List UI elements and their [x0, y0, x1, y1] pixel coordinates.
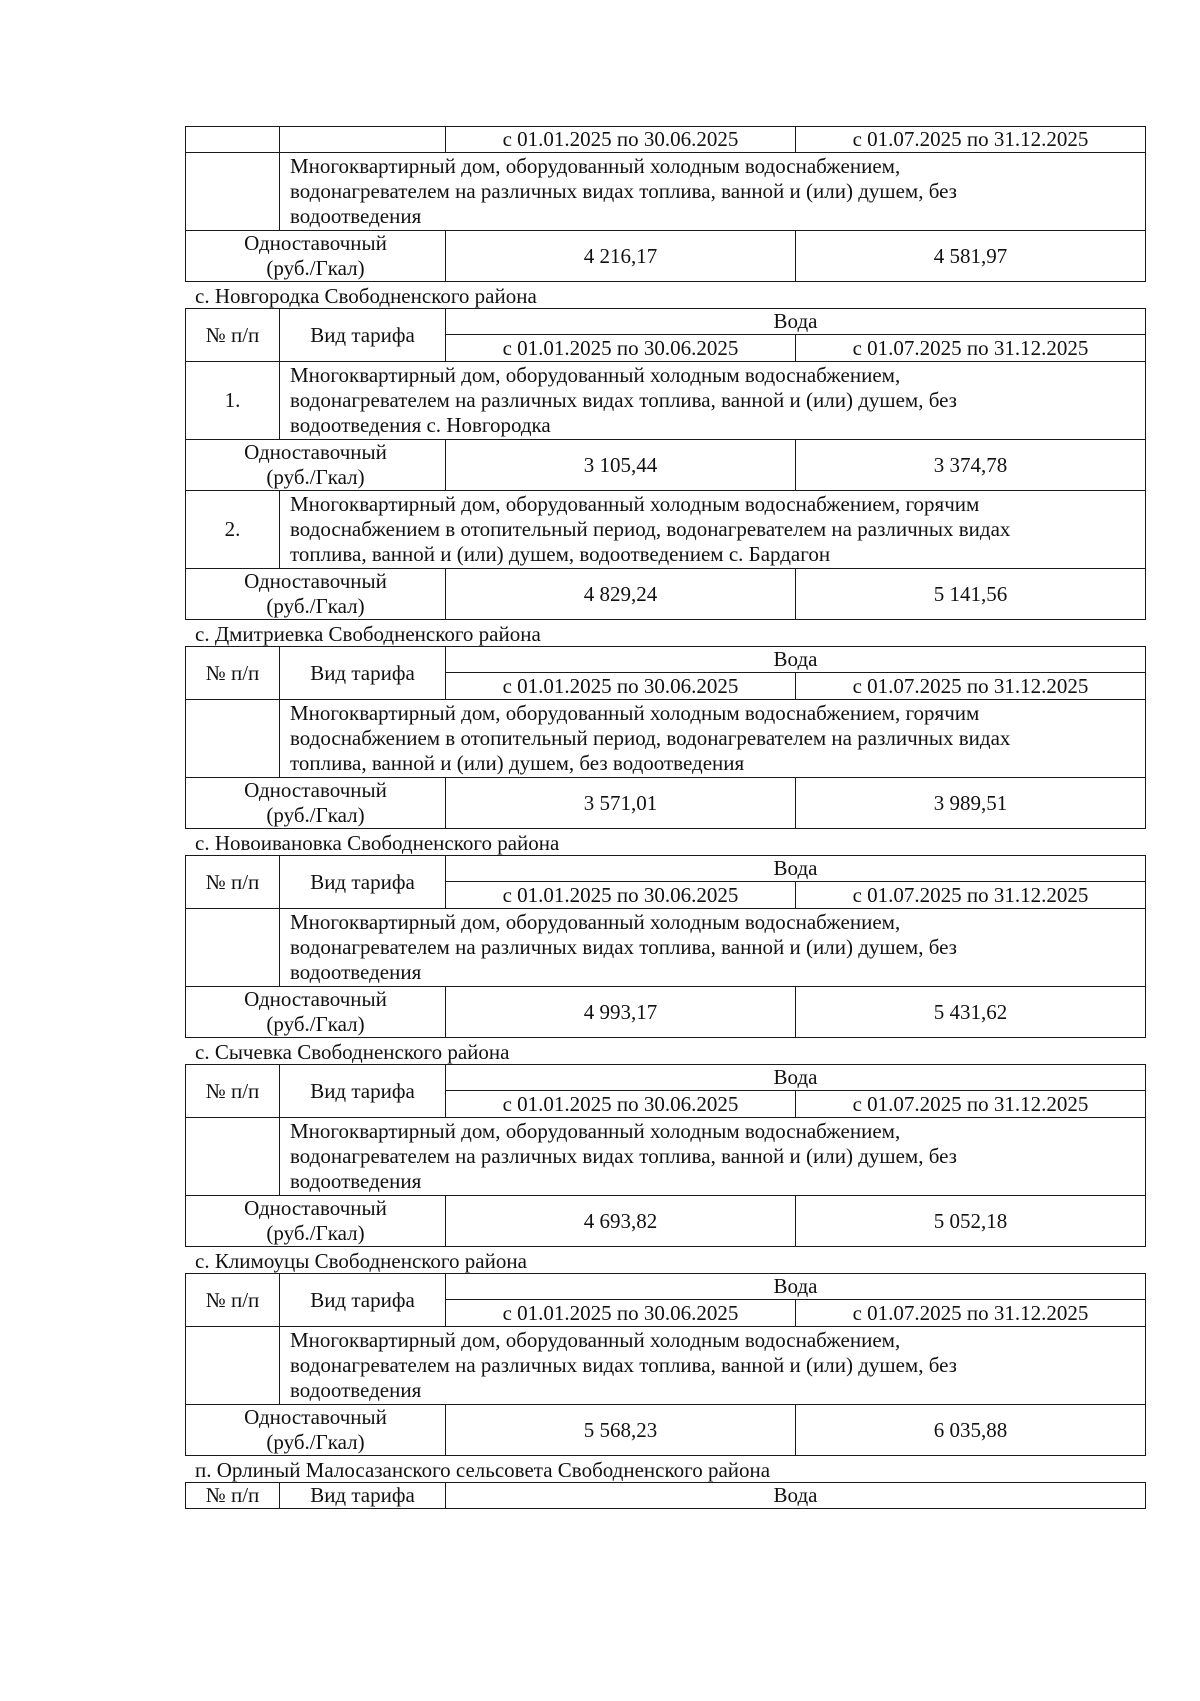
- description-line: Многоквартирный дом, оборудованный холодным водоснабжением,: [290, 363, 901, 387]
- location-heading: с. Климоуцы Свободненского района: [195, 1249, 527, 1273]
- location-heading: с. Новгородка Свободненского района: [195, 284, 537, 308]
- number-column-header: № п/п: [186, 1274, 280, 1327]
- description-line: водоотведения с. Новгородка: [290, 413, 551, 437]
- period-2-header: с 01.07.2025 по 31.12.2025: [796, 1300, 1146, 1327]
- rate-type-cell: [186, 1196, 446, 1247]
- rate-type-cell: [186, 440, 446, 491]
- row-number: [186, 1327, 280, 1405]
- location-heading: с. Дмитриевка Свободненского района: [195, 622, 541, 646]
- empty-cell: [186, 127, 280, 153]
- number-column-header: № п/п: [186, 1065, 280, 1118]
- rate-value-period-1: 5 568,23: [446, 1405, 796, 1456]
- rate-value-period-2: 5 431,62: [796, 987, 1146, 1038]
- description-line: водонагревателем на различных видах топлива, ванной и (или) душем, без: [290, 179, 957, 203]
- row-number: [186, 909, 280, 987]
- description-line: водоотведения: [290, 960, 422, 984]
- description-line: водоотведения: [290, 1169, 422, 1193]
- description-line: водоснабжением в отопительный период, водонагревателем на различных видах: [290, 517, 1011, 541]
- water-header: Вода: [446, 1274, 1146, 1300]
- rate-value-period-2: 3 989,51: [796, 778, 1146, 829]
- location-heading: с. Новоивановка Свободненского района: [195, 831, 560, 855]
- rate-value-period-1: 4 829,24: [446, 569, 796, 620]
- rate-type-cell: [186, 231, 446, 282]
- water-header: Вода: [446, 1065, 1146, 1091]
- tariff-kind-column-header: Вид тарифа: [280, 1274, 446, 1327]
- number-column-header: № п/п: [186, 647, 280, 700]
- rate-type-cell: [186, 569, 446, 620]
- row-number: [186, 1118, 280, 1196]
- row-number: [186, 700, 280, 778]
- location-heading: с. Сычевка Свободненского района: [195, 1040, 510, 1064]
- period-2-header: с 01.07.2025 по 31.12.2025: [796, 127, 1146, 153]
- rate-value-period-1: 4 693,82: [446, 1196, 796, 1247]
- period-2-header: с 01.07.2025 по 31.12.2025: [796, 335, 1146, 362]
- row-number-cell: [186, 153, 280, 231]
- period-1-header: с 01.01.2025 по 30.06.2025: [446, 1300, 796, 1327]
- period-1-header: с 01.01.2025 по 30.06.2025: [446, 335, 796, 362]
- row-number: 1.: [186, 362, 280, 440]
- location-heading: п. Орлиный Малосазанского сельсовета Свободненского района: [195, 1458, 771, 1482]
- rate-value-period-2: 5 141,56: [796, 569, 1146, 620]
- water-header: Вода: [446, 309, 1146, 335]
- rate-type-label: Одноставочный: [244, 569, 387, 593]
- description-line: Многоквартирный дом, оборудованный холодным водоснабжением,: [290, 910, 901, 934]
- tariff-table: [185, 855, 1146, 1038]
- rate-unit-label: (руб./Гкал): [266, 256, 365, 280]
- description-line: водонагревателем на различных видах топлива, ванной и (или) душем, без: [290, 388, 957, 412]
- tariff-table: [185, 1064, 1146, 1247]
- period-1-header: с 01.01.2025 по 30.06.2025: [446, 882, 796, 909]
- rate-unit-label: (руб./Гкал): [266, 1012, 365, 1036]
- description-line: водоотведения: [290, 1378, 422, 1402]
- rate-type-label: Одноставочный: [244, 440, 387, 464]
- period-2-header: с 01.07.2025 по 31.12.2025: [796, 882, 1146, 909]
- tariff-kind-column-header: Вид тарифа: [280, 856, 446, 909]
- row-description: [280, 491, 1146, 569]
- period-1-header: с 01.01.2025 по 30.06.2025: [446, 1091, 796, 1118]
- number-column-header: № п/п: [186, 309, 280, 362]
- description-line: Многоквартирный дом, оборудованный холодным водоснабжением, горячим: [290, 492, 980, 516]
- rate-type-cell: [186, 778, 446, 829]
- description-line: водонагревателем на различных видах топлива, ванной и (или) душем, без: [290, 1144, 957, 1168]
- description-line: Многоквартирный дом, оборудованный холодным водоснабжением,: [290, 154, 901, 178]
- rate-unit-label: (руб./Гкал): [266, 594, 365, 618]
- row-description: [280, 362, 1146, 440]
- water-header: Вода: [446, 647, 1146, 673]
- row-description: [280, 1118, 1146, 1196]
- rate-type-label: Одноставочный: [244, 987, 387, 1011]
- number-column-header: № п/п: [186, 1483, 280, 1509]
- water-header: Вода: [446, 856, 1146, 882]
- number-column-header: № п/п: [186, 856, 280, 909]
- tariff-kind-column-header: Вид тарифа: [280, 647, 446, 700]
- rate-unit-label: (руб./Гкал): [266, 1430, 365, 1454]
- rate-type-cell: [186, 987, 446, 1038]
- rate-value-period-1: 4 993,17: [446, 987, 796, 1038]
- period-2-header: с 01.07.2025 по 31.12.2025: [796, 1091, 1146, 1118]
- period-2-header: с 01.07.2025 по 31.12.2025: [796, 673, 1146, 700]
- rate-value-period-2: 6 035,88: [796, 1405, 1146, 1456]
- description-line: водоснабжением в отопительный период, водонагревателем на различных видах: [290, 726, 1011, 750]
- row-description: [280, 1327, 1146, 1405]
- tariff-table: [185, 646, 1146, 829]
- tariff-document: [185, 126, 1145, 1509]
- rate-unit-label: (руб./Гкал): [266, 803, 365, 827]
- period-1-header: с 01.01.2025 по 30.06.2025: [446, 673, 796, 700]
- tariff-kind-column-header: Вид тарифа: [280, 1065, 446, 1118]
- tariff-kind-column-header: Вид тарифа: [280, 1483, 446, 1509]
- tariff-table-continuation: [185, 126, 1146, 282]
- description-line: топлива, ванной и (или) душем, без водоотведения: [290, 751, 745, 775]
- rate-value-period-1: 3 105,44: [446, 440, 796, 491]
- period-1-header: с 01.01.2025 по 30.06.2025: [446, 127, 796, 153]
- rate-value-period-1: 3 571,01: [446, 778, 796, 829]
- description-line: водоотведения: [290, 204, 422, 228]
- description-line: топлива, ванной и (или) душем, водоотведением с. Бардагон: [290, 542, 831, 566]
- tariff-table: [185, 308, 1146, 620]
- rate-type-label: Одноставочный: [244, 1196, 387, 1220]
- water-header: Вода: [446, 1483, 1146, 1509]
- rate-type-label: Одноставочный: [244, 1405, 387, 1429]
- rate-unit-label: (руб./Гкал): [266, 1221, 365, 1245]
- rate-value-period-1: 4 216,17: [446, 231, 796, 282]
- rate-value-period-2: 5 052,18: [796, 1196, 1146, 1247]
- rate-value-period-2: 3 374,78: [796, 440, 1146, 491]
- row-description: [280, 700, 1146, 778]
- rate-type-label: Одноставочный: [244, 231, 387, 255]
- tariff-kind-column-header: Вид тарифа: [280, 309, 446, 362]
- row-number: 2.: [186, 491, 280, 569]
- rate-unit-label: (руб./Гкал): [266, 465, 365, 489]
- row-description: [280, 909, 1146, 987]
- tariff-table-header-only: [185, 1482, 1146, 1509]
- rate-type-cell: [186, 1405, 446, 1456]
- description-line: водонагревателем на различных видах топлива, ванной и (или) душем, без: [290, 935, 957, 959]
- description-line: Многоквартирный дом, оборудованный холодным водоснабжением,: [290, 1119, 901, 1143]
- rate-type-label: Одноставочный: [244, 778, 387, 802]
- tariff-table: [185, 1273, 1146, 1456]
- rate-value-period-2: 4 581,97: [796, 231, 1146, 282]
- empty-cell: [280, 127, 446, 153]
- description-line: водонагревателем на различных видах топлива, ванной и (или) душем, без: [290, 1353, 957, 1377]
- description-line: Многоквартирный дом, оборудованный холодным водоснабжением, горячим: [290, 701, 980, 725]
- row-description: [280, 153, 1146, 231]
- description-line: Многоквартирный дом, оборудованный холодным водоснабжением,: [290, 1328, 901, 1352]
